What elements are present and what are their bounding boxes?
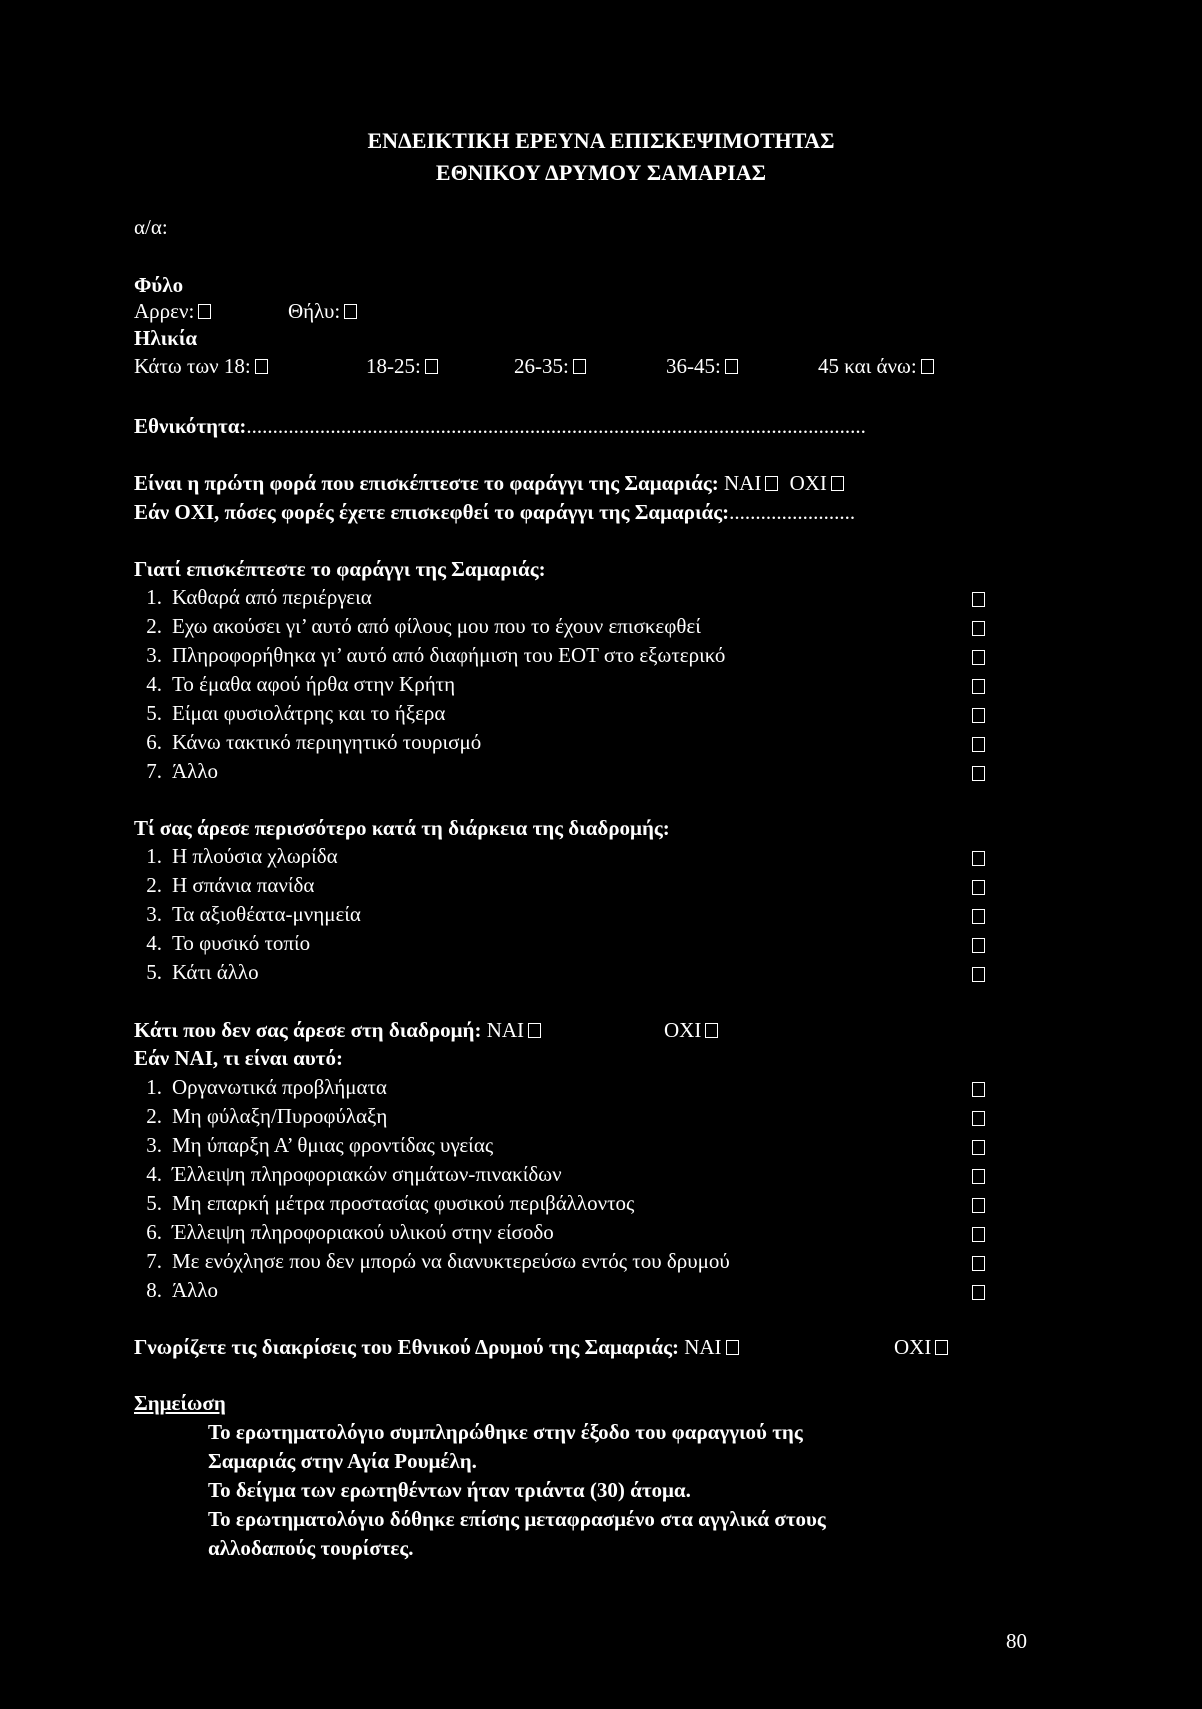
age-under-18-checkbox[interactable] xyxy=(255,359,268,374)
item-text: Καθαρά από περιέργεια xyxy=(172,585,372,609)
nationality-field[interactable] xyxy=(134,413,966,440)
age-36-45-checkbox[interactable] xyxy=(725,359,738,374)
first-visit-question-text: Είναι η πρώτη φορά που επισκέπτεστε το φαράγγι της Σαμαριάς: xyxy=(134,471,719,495)
item-number: 2. xyxy=(146,614,162,638)
liked-most-checkbox-1[interactable] xyxy=(972,851,985,866)
list-item xyxy=(134,1248,730,1275)
list-item xyxy=(134,613,701,640)
gender-male-label: Αρρεν: xyxy=(134,299,195,323)
visit-count-dotted-line: ........................ xyxy=(729,500,856,524)
item-number: 2. xyxy=(146,1104,162,1128)
list-item xyxy=(134,872,314,899)
item-number: 4. xyxy=(146,931,162,955)
list-item xyxy=(134,671,455,698)
list-item xyxy=(134,1161,562,1188)
age-option-label: Κάτω των 18: xyxy=(134,354,251,378)
item-text: Έλλειψη πληροφοριακού υλικού στην είσοδο xyxy=(172,1220,554,1244)
item-number: 4. xyxy=(146,672,162,696)
age-option-18-25 xyxy=(366,353,438,380)
why-visit-checkbox-7[interactable] xyxy=(972,766,985,781)
age-option-under-18 xyxy=(134,353,268,380)
gender-female-option xyxy=(288,298,357,325)
list-item xyxy=(134,729,481,756)
list-item xyxy=(134,584,372,611)
item-number: 3. xyxy=(146,1133,162,1157)
page-number: 80 xyxy=(1006,1629,1027,1653)
list-item xyxy=(134,758,218,785)
list-item xyxy=(134,959,259,986)
disliked-checkbox-7[interactable] xyxy=(972,1256,985,1271)
first-visit-question xyxy=(134,470,844,497)
why-visit-checkbox-5[interactable] xyxy=(972,708,985,723)
item-number: 1. xyxy=(146,1075,162,1099)
list-item xyxy=(134,843,338,870)
disliked-followup: Εάν ΝΑΙ, τι είναι αυτό: xyxy=(134,1046,343,1070)
note-line: Το ερωτηματολόγιο συμπληρώθηκε στην έξοδο του φαραγγιού της xyxy=(208,1420,803,1444)
item-number: 6. xyxy=(146,1220,162,1244)
visit-count-question: Εάν ΟΧΙ, πόσες φορές έχετε επισκεφθεί το φαράγγι της Σαμαριάς: xyxy=(134,500,730,524)
gender-female-checkbox[interactable] xyxy=(344,304,357,319)
disliked-checkbox-2[interactable] xyxy=(972,1111,985,1126)
gender-male-option xyxy=(134,298,211,325)
item-text: Τα αξιοθέατα-μνημεία xyxy=(172,902,361,926)
document-title-line-1: ΕΝΔΕΙΚΤΙΚΗ ΕΡΕΥΝΑ ΕΠΙΣΚΕΨΙΜΟΤΗΤΑΣ xyxy=(367,128,835,153)
list-item xyxy=(134,1132,493,1159)
liked-most-checkbox-5[interactable] xyxy=(972,967,985,982)
list-item xyxy=(134,1190,634,1217)
disliked-checkbox-4[interactable] xyxy=(972,1169,985,1184)
item-text: Η σπάνια πανίδα xyxy=(172,873,315,897)
first-visit-yes-label: ΝΑΙ xyxy=(723,471,762,495)
list-item xyxy=(134,1277,218,1304)
nationality-dotted-line: ...................................................................................................................... xyxy=(246,414,866,438)
item-text: Με ενόχλησε που δεν μπορώ να διανυκτερεύσω εντός του δρυμού xyxy=(172,1249,730,1273)
first-visit-no-checkbox[interactable] xyxy=(831,476,844,491)
distinctions-yes-checkbox[interactable] xyxy=(726,1340,739,1355)
age-option-label: 26-35: xyxy=(514,354,569,378)
nationality-label: Εθνικότητα: xyxy=(134,414,247,438)
age-26-35-checkbox[interactable] xyxy=(573,359,586,374)
age-option-label: 18-25: xyxy=(366,354,421,378)
item-number: 8. xyxy=(146,1278,162,1302)
item-text: Πληροφορήθηκα γι’ αυτό από διαφήμιση του ΕΟΤ στο εξωτερικό xyxy=(172,643,726,667)
item-text: Μη φύλαξη/Πυροφύλαξη xyxy=(172,1104,388,1128)
item-text: Η πλούσια χλωρίδα xyxy=(172,844,338,868)
item-number: 5. xyxy=(146,701,162,725)
item-number: 7. xyxy=(146,1249,162,1273)
item-text: Άλλο xyxy=(172,759,219,783)
first-visit-yes-checkbox[interactable] xyxy=(765,476,778,491)
disliked-checkbox-3[interactable] xyxy=(972,1140,985,1155)
list-item xyxy=(134,642,725,669)
item-text: Είμαι φυσιολάτρης και το ήξερα xyxy=(172,701,446,725)
liked-most-checkbox-3[interactable] xyxy=(972,909,985,924)
first-visit-no-label: ΟΧΙ xyxy=(789,471,827,495)
disliked-checkbox-8[interactable] xyxy=(972,1285,985,1300)
gender-male-checkbox[interactable] xyxy=(198,304,211,319)
note-line: αλλοδαπούς τουρίστες. xyxy=(208,1536,414,1560)
why-visit-checkbox-6[interactable] xyxy=(972,737,985,752)
item-text: Κάτι άλλο xyxy=(172,960,259,984)
item-text: Μη επαρκή μέτρα προστασίας φυσικού περιβάλλοντος xyxy=(172,1191,635,1215)
distinctions-no-option xyxy=(894,1334,948,1361)
item-number: 7. xyxy=(146,759,162,783)
item-text: Άλλο xyxy=(172,1278,219,1302)
disliked-yes-checkbox[interactable] xyxy=(528,1023,541,1038)
item-number: 5. xyxy=(146,960,162,984)
why-visit-checkbox-2[interactable] xyxy=(972,621,985,636)
distinctions-no-checkbox[interactable] xyxy=(935,1340,948,1355)
why-visit-heading: Γιατί επισκέπτεστε το φαράγγι της Σαμαριάς: xyxy=(134,557,546,581)
gender-female-label: Θήλυ: xyxy=(288,299,341,323)
distinctions-question xyxy=(134,1334,739,1361)
why-visit-checkbox-4[interactable] xyxy=(972,679,985,694)
item-number: 3. xyxy=(146,902,162,926)
disliked-checkbox-1[interactable] xyxy=(972,1082,985,1097)
disliked-no-label: ΟΧΙ xyxy=(664,1018,702,1042)
item-number: 5. xyxy=(146,1191,162,1215)
why-visit-checkbox-3[interactable] xyxy=(972,650,985,665)
disliked-no-checkbox[interactable] xyxy=(705,1023,718,1038)
age-option-36-45 xyxy=(666,353,738,380)
list-item xyxy=(134,930,310,957)
age-option-label: 36-45: xyxy=(666,354,721,378)
item-text: Κάνω τακτικό περιηγητικό τουρισμό xyxy=(172,730,482,754)
serial-number-label: α/α: xyxy=(134,215,168,239)
list-item xyxy=(134,901,361,928)
list-item xyxy=(134,700,445,727)
note-line: Το ερωτηματολόγιο δόθηκε επίσης μεταφρασμένο στα αγγλικά στους xyxy=(208,1507,826,1531)
disliked-question-text: Κάτι που δεν σας άρεσε στη διαδρομή: xyxy=(134,1018,482,1042)
list-item xyxy=(134,1219,554,1246)
item-text: Το φυσικό τοπίο xyxy=(172,931,311,955)
disliked-checkbox-6[interactable] xyxy=(972,1227,985,1242)
list-item xyxy=(134,1103,387,1130)
visit-count-field[interactable] xyxy=(134,499,855,526)
list-item xyxy=(134,1074,387,1101)
liked-most-checkbox-2[interactable] xyxy=(972,880,985,895)
note-line: Το δείγμα των ερωτηθέντων ήταν τριάντα (30) άτομα. xyxy=(208,1478,691,1502)
disliked-checkbox-5[interactable] xyxy=(972,1198,985,1213)
age-option-label: 45 και άνω: xyxy=(818,354,917,378)
age-heading: Ηλικία xyxy=(134,326,198,350)
gender-heading: Φύλο xyxy=(134,273,184,297)
disliked-no-option xyxy=(664,1017,718,1044)
item-text: Εχω ακούσει γι’ αυτό από φίλους μου που το έχουν επισκεφθεί xyxy=(172,614,701,638)
disliked-question xyxy=(134,1017,541,1044)
distinctions-question-text: Γνωρίζετε τις διακρίσεις του Εθνικού Δρυμού της Σαμαριάς: xyxy=(134,1335,679,1359)
disliked-yes-label: ΝΑΙ xyxy=(486,1018,525,1042)
item-text: Οργανωτικά προβλήματα xyxy=(172,1075,387,1099)
age-45-plus-checkbox[interactable] xyxy=(921,359,934,374)
liked-most-checkbox-4[interactable] xyxy=(972,938,985,953)
item-number: 2. xyxy=(146,873,162,897)
age-18-25-checkbox[interactable] xyxy=(425,359,438,374)
note-heading: Σημείωση xyxy=(134,1391,226,1415)
why-visit-checkbox-1[interactable] xyxy=(972,592,985,607)
item-number: 6. xyxy=(146,730,162,754)
item-number: 1. xyxy=(146,844,162,868)
item-text: Έλλειψη πληροφοριακών σημάτων-πινακίδων xyxy=(172,1162,562,1186)
item-text: Μη ύπαρξη Α’ θμιας φροντίδας υγείας xyxy=(172,1133,494,1157)
note-line: Σαμαριάς στην Αγία Ρουμέλη. xyxy=(208,1449,477,1473)
distinctions-yes-label: ΝΑΙ xyxy=(684,1335,722,1359)
distinctions-no-label: ΟΧΙ xyxy=(894,1335,932,1359)
age-option-26-35 xyxy=(514,353,586,380)
item-number: 4. xyxy=(146,1162,162,1186)
item-text: Το έμαθα αφού ήρθα στην Κρήτη xyxy=(172,672,456,696)
item-number: 3. xyxy=(146,643,162,667)
document-title-line-2: ΕΘΝΙΚΟΥ ΔΡΥΜΟΥ ΣΑΜΑΡΙΑΣ xyxy=(435,160,767,185)
liked-most-heading: Τί σας άρεσε περισσότερο κατά τη διάρκεια της διαδρομής: xyxy=(134,816,670,840)
item-number: 1. xyxy=(146,585,162,609)
age-option-45-plus xyxy=(818,353,934,380)
